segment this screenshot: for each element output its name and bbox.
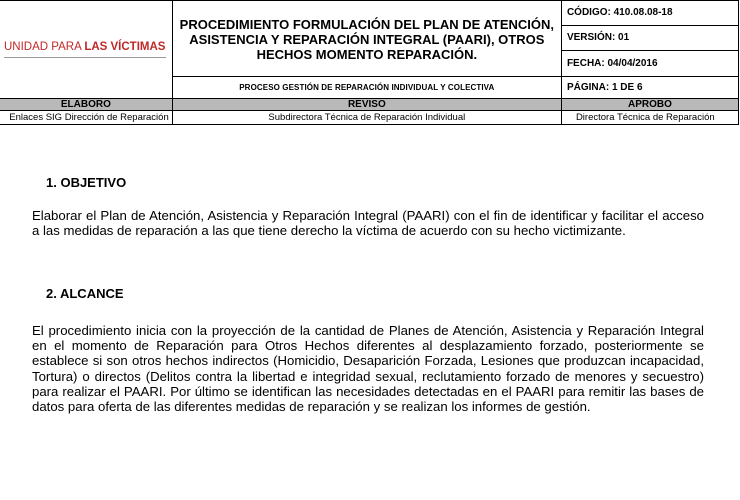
document-title: PROCEDIMIENTO FORMULACIÓN DEL PLAN DE ATENCIÓN, ASISTENCIA Y REPARACIÓN INTEGRAL (PAARI), OTROS HECHOS MOMENTO REPARACIÓN. [179, 16, 555, 62]
signature-header-reviso: REVISO [172, 99, 561, 111]
page-number: PÁGINA: 1 DE 6 [561, 77, 738, 99]
process-name: PROCESO GESTIÓN DE REPARACIÓN INDIVIDUAL Y COLECTIVA [239, 83, 495, 92]
section-heading-objetivo: 1. OBJETIVO [46, 175, 127, 190]
meta-cell [561, 1, 738, 77]
logo-prefix: UNIDAD PARA [4, 41, 85, 53]
document-date: FECHA: 04/04/2016 [566, 58, 658, 69]
document-code: CÓDIGO: 410.08.08-18 [562, 1, 738, 26]
section-body-alcance: El procedimiento inicia con la proyección de la cantidad de Planes de Atención, Asistencia y Reparación Integral en el momento de Reparación para Otros Hechos diferentes al desplazamiento forzado, posteriormente se establece si son otros hechos indirectos (Homicidio, Desaparición Forzada, Lesiones que produzcan incapacidad, Tortura) o directos (Delitos contra la libertad e integridad sexual, reclutamiento forzado de menores y secuestro) para realizar el PAARI. Por último se identifican las necesidades detectadas en el PAARI para remitir las bases de datos para oferta de las diferentes medidas de reparación y se realizan los informes de gestión. [32, 323, 704, 415]
process-cell [172, 77, 561, 99]
signature-header-aprobo: APROBO [561, 99, 738, 111]
logo-cell [0, 1, 172, 99]
signature-header-elaboro: ELABORO [0, 99, 172, 111]
signature-value-reviso: Subdirectora Técnica de Reparación Individual [172, 111, 561, 125]
title-cell [172, 1, 561, 77]
logo-underline [4, 57, 166, 58]
document-version: VERSIÓN: 01 [562, 26, 738, 51]
document-header-table [0, 0, 739, 125]
logo-bold: LAS VÍCTIMAS [84, 41, 166, 53]
signature-value-aprobo: Directora Técnica de Reparación [561, 111, 738, 125]
signature-value-elaboro: Enlaces SIG Dirección de Reparación [0, 111, 172, 125]
section-body-objetivo: Elaborar el Plan de Atención, Asistencia y Reparación Integral (PAARI) con el fin de identificar y facilitar el acceso a las medidas de reparación a las que tiene derecho la víctima de acuerdo con su hecho victimizante. [32, 208, 704, 239]
organization-logo [0, 41, 172, 53]
section-heading-alcance: 2. ALCANCE [46, 286, 124, 301]
